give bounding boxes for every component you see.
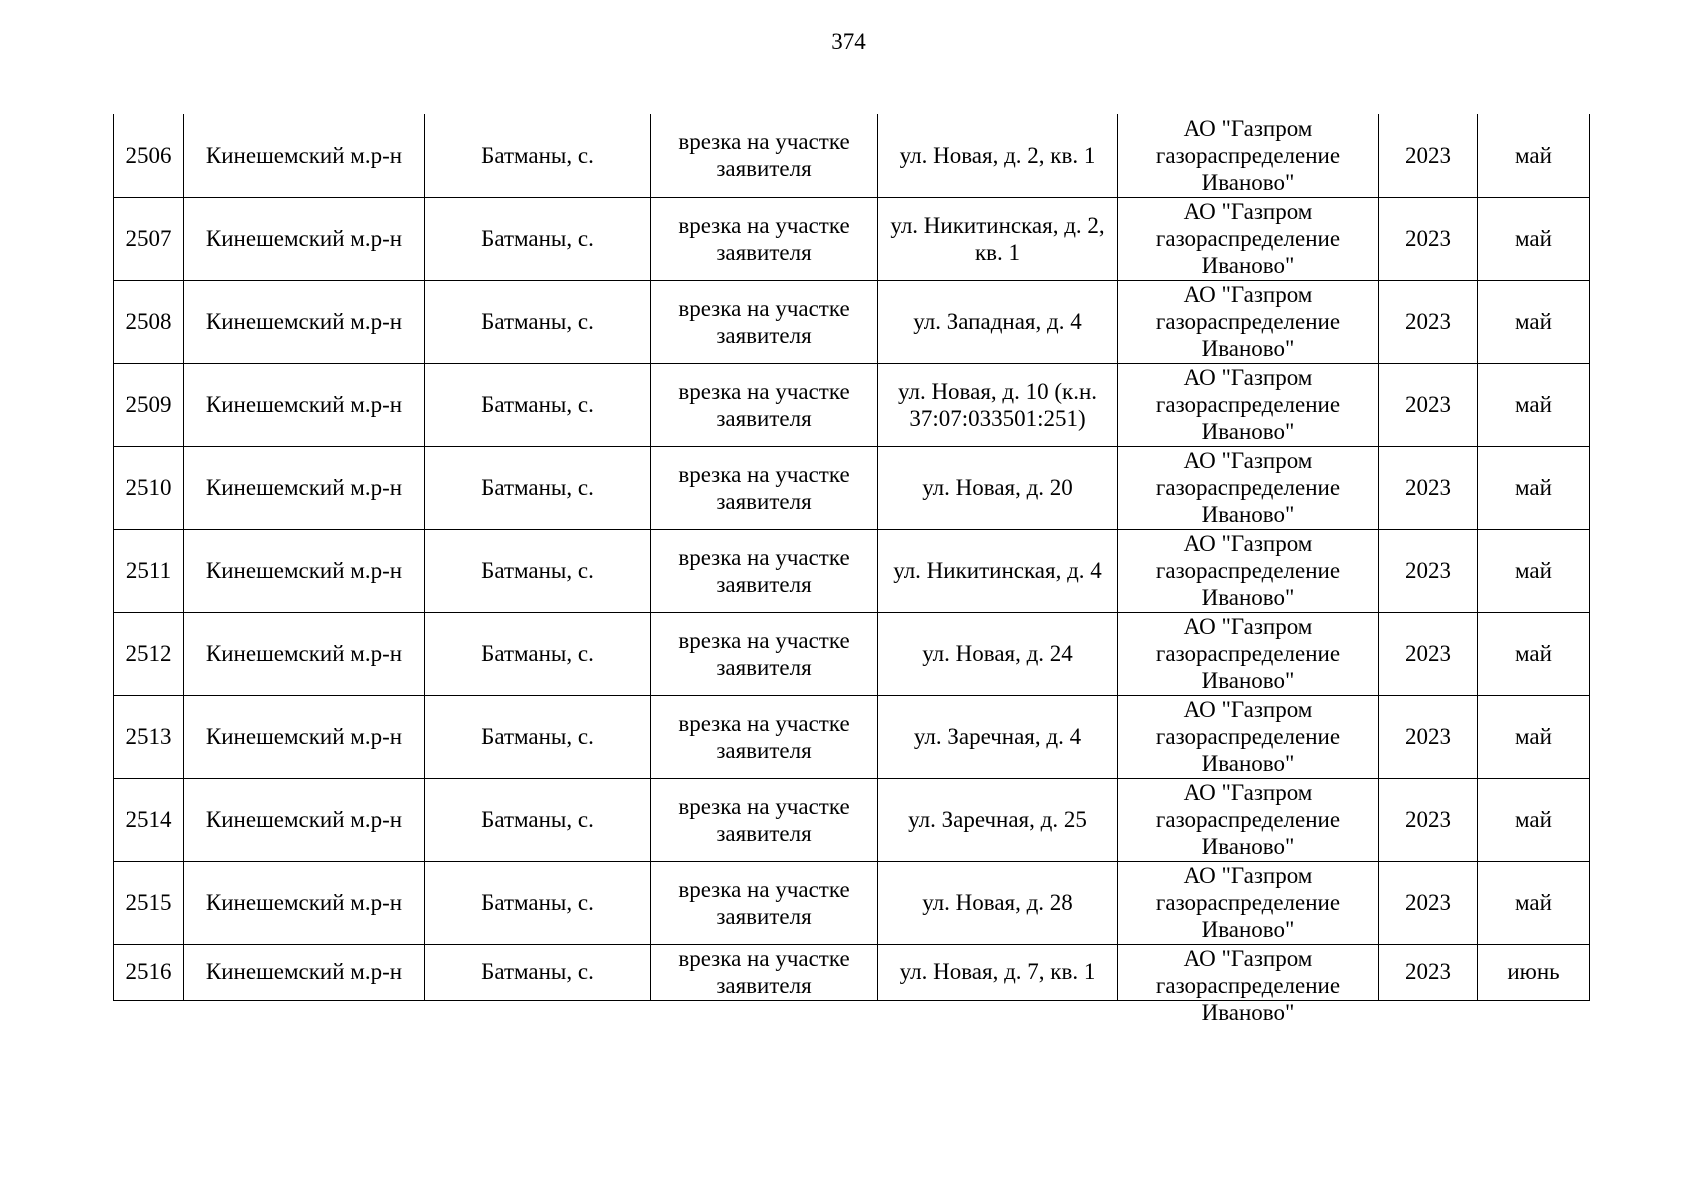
connection-type-cell: [651, 280, 878, 363]
row-number-cell: [114, 695, 184, 778]
district-cell-text: Кинешемский м.р-н: [205, 392, 403, 417]
month-cell: [1478, 363, 1590, 446]
district-cell-text: Кинешемский м.р-н: [205, 724, 403, 749]
organization-cell-text: АО "Газпром газораспределение Иваново": [1155, 199, 1341, 278]
address-cell-text: ул. Новая, д. 2, кв. 1: [899, 142, 1096, 168]
month-cell: [1478, 612, 1590, 695]
connection-type-cell: [651, 695, 878, 778]
district-cell-text: Кинешемский м.р-н: [205, 309, 403, 334]
row-number-cell: [114, 612, 184, 695]
settlement-cell: [425, 363, 651, 446]
address-cell: [878, 944, 1118, 1000]
year-cell-text: 2023: [1405, 641, 1451, 666]
district-cell-text: Кинешемский м.р-н: [205, 959, 403, 984]
row-number-cell-text: 2515: [125, 890, 172, 915]
row-number-cell: [114, 280, 184, 363]
organization-cell-text: АО "Газпром газораспределение Иваново": [1155, 282, 1341, 361]
month-cell: [1478, 529, 1590, 612]
organization-cell-text: АО "Газпром газораспределение Иваново": [1155, 780, 1341, 859]
table-row: [114, 363, 1590, 446]
district-cell-text: Кинешемский м.р-н: [205, 558, 403, 583]
page-number: 374: [831, 29, 866, 54]
table-row: [114, 695, 1590, 778]
row-number-cell-text: 2511: [125, 558, 172, 583]
month-cell-text: май: [1515, 807, 1552, 832]
address-cell: [878, 197, 1118, 280]
connection-type-cell: [651, 114, 878, 197]
connection-type-cell: [651, 944, 878, 1000]
organization-cell-text: АО "Газпром газораспределение Иваново": [1155, 531, 1341, 610]
year-cell-text: 2023: [1405, 392, 1451, 417]
month-cell: [1478, 280, 1590, 363]
organization-cell: [1118, 861, 1379, 944]
connection-type-cell-text: врезка на участке заявителя: [678, 378, 850, 431]
month-cell: [1478, 778, 1590, 861]
district-cell-text: Кинешемский м.р-н: [205, 142, 403, 168]
address-cell: [878, 446, 1118, 529]
table-row: [114, 778, 1590, 861]
month-cell: [1478, 197, 1590, 280]
settlement-cell: [425, 695, 651, 778]
row-number-cell: [114, 363, 184, 446]
row-number-cell: [114, 944, 184, 1000]
district-cell: [184, 695, 425, 778]
organization-cell: [1118, 612, 1379, 695]
table-row: [114, 861, 1590, 944]
address-cell: [878, 114, 1118, 197]
month-cell-text: июнь: [1507, 959, 1560, 984]
organization-cell: [1118, 695, 1379, 778]
month-cell-text: май: [1515, 558, 1552, 583]
organization-cell: [1118, 197, 1379, 280]
row-number-cell-text: 2510: [125, 475, 172, 500]
settlement-cell-text: Батманы, с.: [481, 558, 594, 583]
address-cell-text: ул. Никитинская, д. 4: [893, 558, 1102, 583]
address-cell: [878, 363, 1118, 446]
month-cell: [1478, 114, 1590, 197]
connection-type-cell-text: врезка на участке заявителя: [678, 544, 850, 597]
settlement-cell: [425, 612, 651, 695]
month-cell-text: май: [1515, 724, 1552, 749]
settlement-cell: [425, 529, 651, 612]
year-cell: [1379, 529, 1478, 612]
table-row: [114, 197, 1590, 280]
connection-type-cell-text: врезка на участке заявителя: [678, 461, 850, 514]
address-cell: [878, 778, 1118, 861]
organization-cell: [1118, 446, 1379, 529]
row-number-cell: [114, 446, 184, 529]
month-cell-text: май: [1515, 641, 1552, 666]
address-cell-text: ул. Новая, д. 24: [922, 641, 1073, 666]
settlement-cell: [425, 197, 651, 280]
connection-type-cell: [651, 197, 878, 280]
organization-cell: [1118, 363, 1379, 446]
connection-type-cell-text: врезка на участке заявителя: [678, 876, 850, 929]
district-cell-text: Кинешемский м.р-н: [205, 641, 403, 666]
address-cell: [878, 280, 1118, 363]
year-cell-text: 2023: [1405, 142, 1451, 168]
month-cell-text: май: [1515, 392, 1552, 417]
year-cell: [1379, 197, 1478, 280]
row-number-cell-text: 2513: [125, 724, 172, 749]
row-number-cell: [114, 114, 184, 197]
row-number-cell-text: 2516: [125, 959, 172, 984]
row-number-cell-text: 2507: [125, 226, 172, 251]
address-cell-text: ул. Заречная, д. 25: [908, 807, 1087, 832]
district-cell-text: Кинешемский м.р-н: [205, 807, 403, 832]
year-cell-text: 2023: [1405, 959, 1451, 984]
year-cell: [1379, 446, 1478, 529]
month-cell: [1478, 446, 1590, 529]
address-cell-text: ул. Заречная, д. 4: [913, 724, 1082, 749]
month-cell-text: май: [1515, 475, 1552, 500]
address-cell-text: ул. Западная, д. 4: [913, 309, 1082, 334]
year-cell: [1379, 944, 1478, 1000]
year-cell-text: 2023: [1405, 558, 1451, 583]
connection-type-cell-text: врезка на участке заявителя: [678, 710, 850, 763]
year-cell: [1379, 612, 1478, 695]
connection-type-cell-text: врезка на участке заявителя: [678, 627, 850, 680]
connection-type-cell: [651, 612, 878, 695]
year-cell: [1379, 363, 1478, 446]
table-row: [114, 529, 1590, 612]
year-cell-text: 2023: [1405, 807, 1451, 832]
row-number-cell: [114, 197, 184, 280]
organization-cell-text: АО "Газпром газораспределение Иваново": [1155, 863, 1341, 942]
organization-cell-text: АО "Газпром газораспределение Иваново": [1155, 697, 1341, 776]
month-cell: [1478, 861, 1590, 944]
settlement-cell-text: Батманы, с.: [481, 309, 594, 334]
table-row: [114, 114, 1590, 197]
district-cell-text: Кинешемский м.р-н: [205, 475, 403, 500]
settlement-cell-text: Батманы, с.: [481, 959, 594, 984]
table-row: [114, 612, 1590, 695]
address-cell-text: ул. Никитинская, д. 2, кв. 1: [890, 212, 1105, 265]
organization-cell-text: АО "Газпром газораспределение Иваново": [1155, 115, 1341, 195]
year-cell-text: 2023: [1405, 475, 1451, 500]
row-number-cell-text: 2508: [125, 309, 172, 334]
row-number-cell-text: 2512: [125, 641, 172, 666]
month-cell-text: май: [1515, 309, 1552, 334]
district-cell: [184, 280, 425, 363]
organization-cell-text: АО "Газпром газораспределение Иваново": [1155, 614, 1341, 693]
year-cell: [1379, 280, 1478, 363]
organization-cell-text: АО "Газпром газораспределение Иваново": [1155, 365, 1341, 444]
year-cell-text: 2023: [1405, 890, 1451, 915]
address-cell-text: ул. Новая, д. 7, кв. 1: [899, 959, 1096, 984]
row-number-cell-text: 2506: [125, 142, 172, 168]
month-cell: [1478, 944, 1590, 1000]
organization-cell: [1118, 944, 1379, 1025]
gas-connection-table: [113, 114, 1590, 1025]
row-number-cell: [114, 778, 184, 861]
settlement-cell-text: Батманы, с.: [481, 890, 594, 915]
organization-cell-text: АО "Газпром газораспределение Иваново": [1155, 945, 1341, 1025]
settlement-cell-text: Батманы, с.: [481, 226, 594, 251]
district-cell: [184, 197, 425, 280]
address-cell: [878, 861, 1118, 944]
settlement-cell: [425, 944, 651, 1000]
year-cell: [1379, 114, 1478, 197]
connection-type-cell-text: врезка на участке заявителя: [678, 129, 850, 182]
address-cell: [878, 695, 1118, 778]
year-cell: [1379, 778, 1478, 861]
row-number-cell-text: 2509: [125, 392, 172, 417]
connection-type-cell: [651, 446, 878, 529]
settlement-cell-text: Батманы, с.: [481, 475, 594, 500]
address-cell-text: ул. Новая, д. 20: [922, 475, 1073, 500]
district-cell-text: Кинешемский м.р-н: [205, 890, 403, 915]
table-row: [114, 280, 1590, 363]
connection-type-cell: [651, 778, 878, 861]
settlement-cell: [425, 280, 651, 363]
year-cell: [1379, 695, 1478, 778]
month-cell-text: май: [1515, 142, 1552, 168]
settlement-cell: [425, 114, 651, 197]
settlement-cell-text: Батманы, с.: [481, 807, 594, 832]
settlement-cell-text: Батманы, с.: [481, 392, 594, 417]
row-number-cell-text: 2514: [125, 807, 172, 832]
district-cell: [184, 778, 425, 861]
row-number-cell: [114, 529, 184, 612]
connection-type-cell-text: врезка на участке заявителя: [678, 945, 850, 998]
month-cell: [1478, 695, 1590, 778]
row-number-cell: [114, 861, 184, 944]
year-cell: [1379, 861, 1478, 944]
year-cell-text: 2023: [1405, 226, 1451, 251]
settlement-cell-text: Батманы, с.: [481, 724, 594, 749]
month-cell-text: май: [1515, 890, 1552, 915]
address-cell: [878, 529, 1118, 612]
settlement-cell: [425, 446, 651, 529]
connection-type-cell: [651, 861, 878, 944]
connection-type-cell: [651, 363, 878, 446]
table-row: [114, 944, 1590, 1000]
connection-type-cell: [651, 529, 878, 612]
year-cell-text: 2023: [1405, 724, 1451, 749]
settlement-cell-text: Батманы, с.: [481, 142, 594, 168]
district-cell: [184, 363, 425, 446]
district-cell-text: Кинешемский м.р-н: [205, 226, 403, 251]
connection-type-cell-text: врезка на участке заявителя: [678, 793, 850, 846]
district-cell: [184, 114, 425, 197]
year-cell-text: 2023: [1405, 309, 1451, 334]
district-cell: [184, 529, 425, 612]
settlement-cell-text: Батманы, с.: [481, 641, 594, 666]
organization-cell-text: АО "Газпром газораспределение Иваново": [1155, 448, 1341, 527]
table-row: [114, 446, 1590, 529]
address-cell-text: ул. Новая, д. 10 (к.н. 37:07:033501:251): [897, 378, 1097, 431]
district-cell: [184, 861, 425, 944]
month-cell-text: май: [1515, 226, 1552, 251]
connection-type-cell-text: врезка на участке заявителя: [678, 295, 850, 348]
organization-cell: [1118, 114, 1379, 197]
settlement-cell: [425, 778, 651, 861]
district-cell: [184, 944, 425, 1000]
connection-type-cell-text: врезка на участке заявителя: [678, 212, 850, 265]
organization-cell: [1118, 280, 1379, 363]
district-cell: [184, 446, 425, 529]
address-cell: [878, 612, 1118, 695]
settlement-cell: [425, 861, 651, 944]
organization-cell: [1118, 778, 1379, 861]
address-cell-text: ул. Новая, д. 28: [922, 890, 1073, 915]
organization-cell: [1118, 529, 1379, 612]
district-cell: [184, 612, 425, 695]
